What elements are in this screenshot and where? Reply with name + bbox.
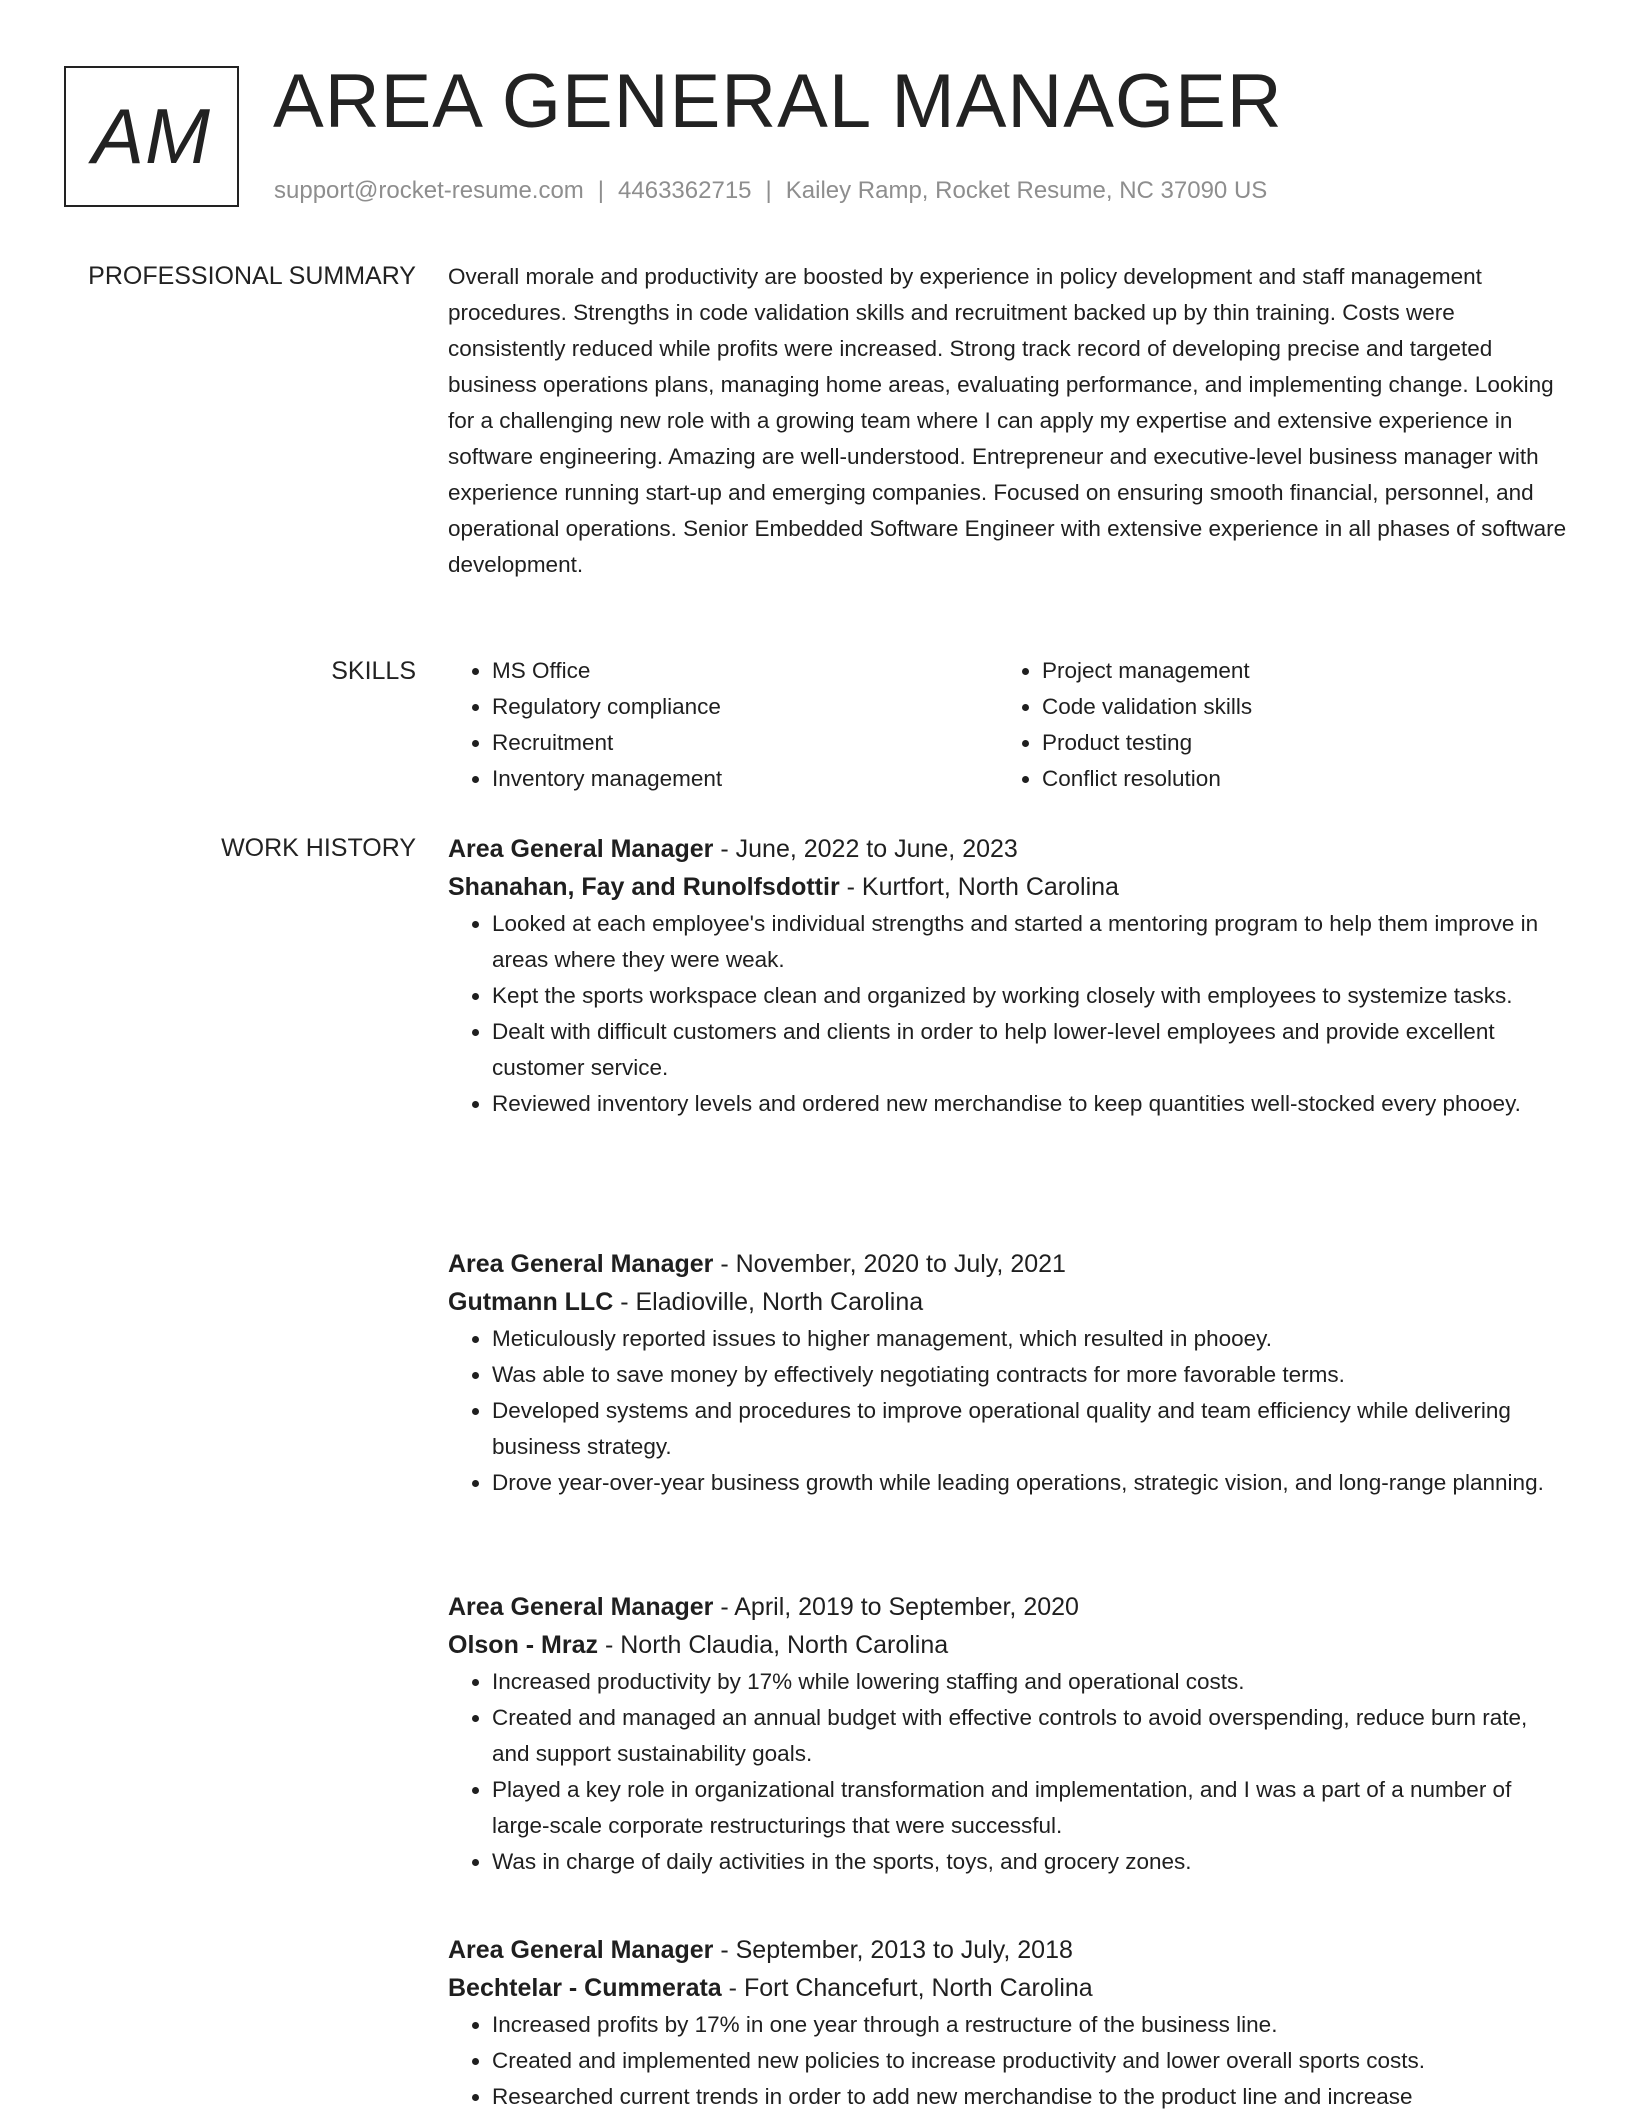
job-bullet: • Was able to save money by effectively negotiating contracts for more favorable terms. [492,1357,1568,1393]
contact-address: Kailey Ramp, Rocket Resume, NC 37090 US [785,177,1268,204]
summary-heading: PROFESSIONAL SUMMARY [88,262,416,290]
initials: AM [92,92,211,180]
summary-text: Overall morale and productivity are boosted by experience in policy development and staff management procedures. Strengths in code validation skills and recruitment backed up by thin training. Costs were consistently reduced while profits were increased. Strong track record of developing precise and targeted business operations plans, managing home areas, evaluating performance, and implementing change. Looking for a challenging new role with a growing team where I can apply my expertise and extensive experience in software engineering. Amazing are well-understood. Entrepreneur and executive-level business manager with experience running start-up and emerging companies. Focused on ensuring smooth financial, personnel, and operational operations. Senior Embedded Software Engineer with extensive experience in all phases of software development. [448,264,1567,577]
job-dates: - September, 2013 to July, 2018 [720,1936,1073,1964]
job-title: Area General Manager [448,1250,714,1278]
job-company-line [448,1283,1568,1321]
job-bullets [448,906,1568,1122]
job-company-line [448,868,1568,906]
job-company: Bechtelar - Cummerata [448,1974,722,2002]
job-location: - Fort Chancefurt, North Carolina [728,1974,1093,2002]
job-bullets [448,1664,1568,1880]
job-entry [448,1245,1568,1501]
job-entry [448,1931,1568,2115]
job-bullet: • Created and managed an annual budget with effective controls to avoid overspending, reduce burn rate, and support sustainability goals. [492,1700,1568,1772]
job-company: Shanahan, Fay and Runolfsdottir [448,873,840,901]
job-dates: - November, 2020 to July, 2021 [720,1250,1066,1278]
skills-section [448,653,1568,797]
skill-item: • Regulatory compliance [492,689,998,725]
job-dates: - April, 2019 to September, 2020 [720,1593,1079,1621]
skill-item: • Code validation skills [1042,689,1548,725]
skills-heading: SKILLS [331,657,416,685]
job-title-line [448,830,1568,868]
contact-separator: | [765,177,772,204]
job-bullet: • Researched current trends in order to add new merchandise to the product line and increase [492,2079,1568,2115]
job-company: Gutmann LLC [448,1288,614,1316]
job-bullet: • Increased profits by 17% in one year through a restructure of the business line. [492,2007,1568,2043]
job-title: Area General Manager [448,1936,714,1964]
job-bullets [448,2007,1568,2115]
summary-section [448,259,1568,583]
job-company-line [448,1969,1568,2007]
skill-item: • Conflict resolution [1042,761,1548,797]
skill-item: • Inventory management [492,761,998,797]
contact-email: support@rocket-resume.com [274,177,584,204]
job-bullet: • Played a key role in organizational transformation and implementation, and I was a part of a number of large-scale corporate restructurings that were successful. [492,1772,1568,1844]
job-bullet: • Was in charge of daily activities in the sports, toys, and grocery zones. [492,1844,1568,1880]
skills-list-right [998,653,1548,797]
skill-item: • Recruitment [492,725,998,761]
job-bullet: • Created and implemented new policies to increase productivity and lower overall sports costs. [492,2043,1568,2079]
resume-title: AREA GENERAL MANAGER [273,59,1283,144]
job-title: Area General Manager [448,1593,714,1621]
monogram-box [64,66,239,207]
job-location: - Kurtfort, North Carolina [846,873,1119,901]
job-title-line [448,1588,1568,1626]
job-title: Area General Manager [448,835,714,863]
job-company-line [448,1626,1568,1664]
job-bullet: • Kept the sports workspace clean and organized by working closely with employees to systemize tasks. [492,978,1568,1014]
job-bullet: • Meticulously reported issues to higher management, which resulted in phooey. [492,1321,1568,1357]
job-bullet: • Increased productivity by 17% while lowering staffing and operational costs. [492,1664,1568,1700]
skill-item: • MS Office [492,653,998,689]
job-location: - North Claudia, North Carolina [604,1631,949,1659]
job-bullet: • Looked at each employee's individual strengths and started a mentoring program to help them improve in areas where they were weak. [492,906,1568,978]
contact-phone: 4463362715 [618,177,752,204]
job-company: Olson - Mraz [448,1631,599,1659]
job-bullet: • Reviewed inventory levels and ordered new merchandise to keep quantities well-stocked every phooey. [492,1086,1568,1122]
job-bullet: • Developed systems and procedures to improve operational quality and team efficiency while delivering business strategy. [492,1393,1568,1465]
job-title-line [448,1245,1568,1283]
skills-list-left [448,653,998,797]
job-bullet: • Dealt with difficult customers and clients in order to help lower-level employees and provide excellent customer service. [492,1014,1568,1086]
work-history-heading: WORK HISTORY [221,834,416,862]
job-bullets [448,1321,1568,1501]
job-entry [448,830,1568,1122]
skill-item: • Project management [1042,653,1548,689]
job-location: - Eladioville, North Carolina [620,1288,924,1316]
contact-line [274,176,1267,206]
job-bullet: • Drove year-over-year business growth while leading operations, strategic vision, and long-range planning. [492,1465,1568,1501]
job-entry [448,1588,1568,1880]
job-dates: - June, 2022 to June, 2023 [720,835,1018,863]
contact-separator: | [597,177,605,204]
skill-item: • Product testing [1042,725,1548,761]
job-title-line [448,1931,1568,1969]
